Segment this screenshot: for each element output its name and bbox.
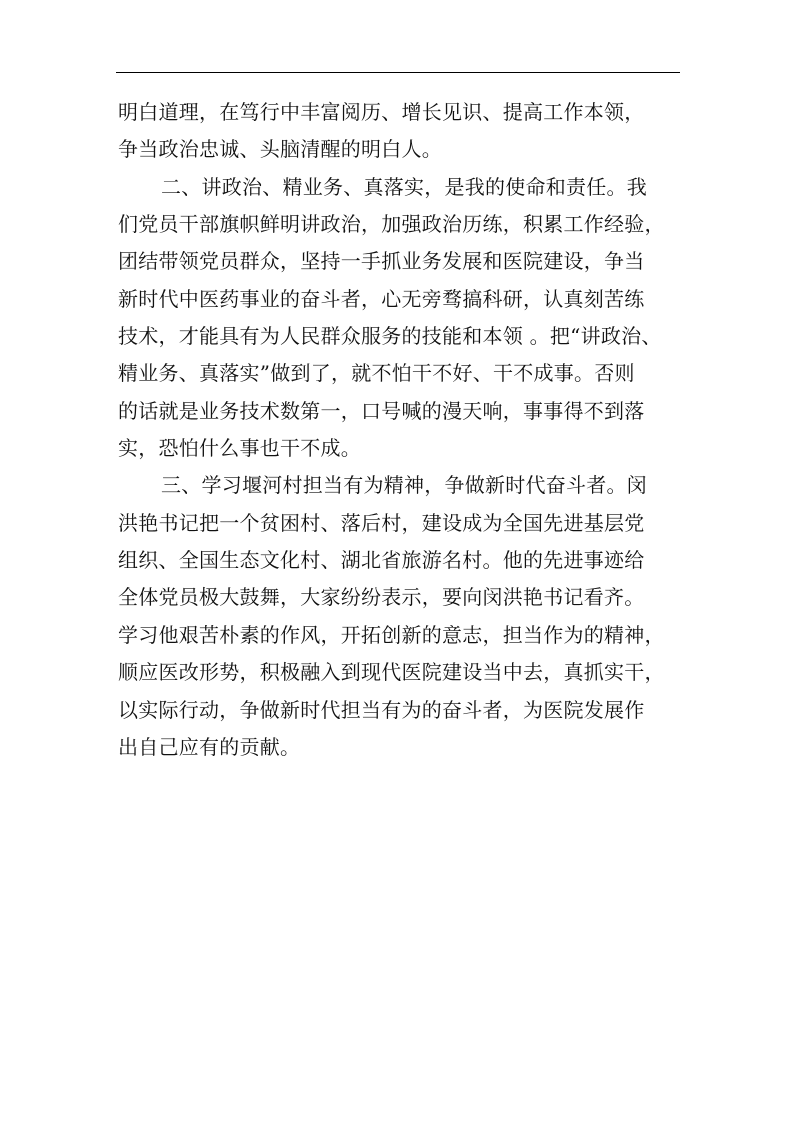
text-line: 出自己应有的贡献。 bbox=[118, 734, 301, 759]
text-line: 技术，才能具有为人民群众服务的技能和本领 。把“讲政治、 bbox=[118, 324, 662, 349]
text-line: 们党员干部旗帜鲜明讲政治，加强政治历练，积累工作经验， bbox=[118, 212, 665, 237]
header-rule bbox=[116, 72, 680, 73]
text-line: 明白道理，在笃行中丰富阅历、增长见识、提高工作本领， bbox=[118, 100, 645, 124]
document-body bbox=[118, 94, 688, 766]
text-line: 精业务、真落实”做到了，就不怕干不好、干不成事。否则 bbox=[118, 361, 635, 386]
text-line: 学习他艰苦朴素的作风，开拓创新的意志，担当作为的精神， bbox=[118, 622, 665, 647]
text-line: 的话就是业务技术数第一，口号喊的漫天响，事事得不到落 bbox=[118, 398, 645, 423]
text-line: 以实际行动，争做新时代担当有为的奋斗者，为医院发展作 bbox=[118, 697, 645, 722]
text-line: 洪艳书记把一个贫困村、落后村，建设成为全国先进基层党 bbox=[118, 510, 645, 535]
section-two-heading-line: 二、讲政治、精业务、真落实，是我的使命和责任。我 bbox=[161, 174, 647, 199]
text-line: 顺应医改形势，积极融入到现代医院建设当中去，真抓实干， bbox=[118, 660, 665, 685]
text-line: 新时代中医药事业的奋斗者，心无旁骛搞科研，认真刻苦练 bbox=[118, 286, 645, 311]
text-line: 组织、全国生态文化村、湖北省旅游名村。他的先进事迹给 bbox=[118, 548, 645, 573]
text-line: 争当政治忠诚、头脑清醒的明白人。 bbox=[118, 137, 442, 162]
text-line: 全体党员极大鼓舞，大家纷纷表示，要向闵洪艳书记看齐。 bbox=[118, 585, 645, 610]
section-three-heading-line: 三、学习堰河村担当有为精神，争做新时代奋斗者。闵 bbox=[161, 473, 647, 498]
text-line: 团结带领党员群众，坚持一手抓业务发展和医院建设，争当 bbox=[118, 249, 645, 274]
text-line: 实，恐怕什么事也干不成。 bbox=[118, 436, 361, 461]
